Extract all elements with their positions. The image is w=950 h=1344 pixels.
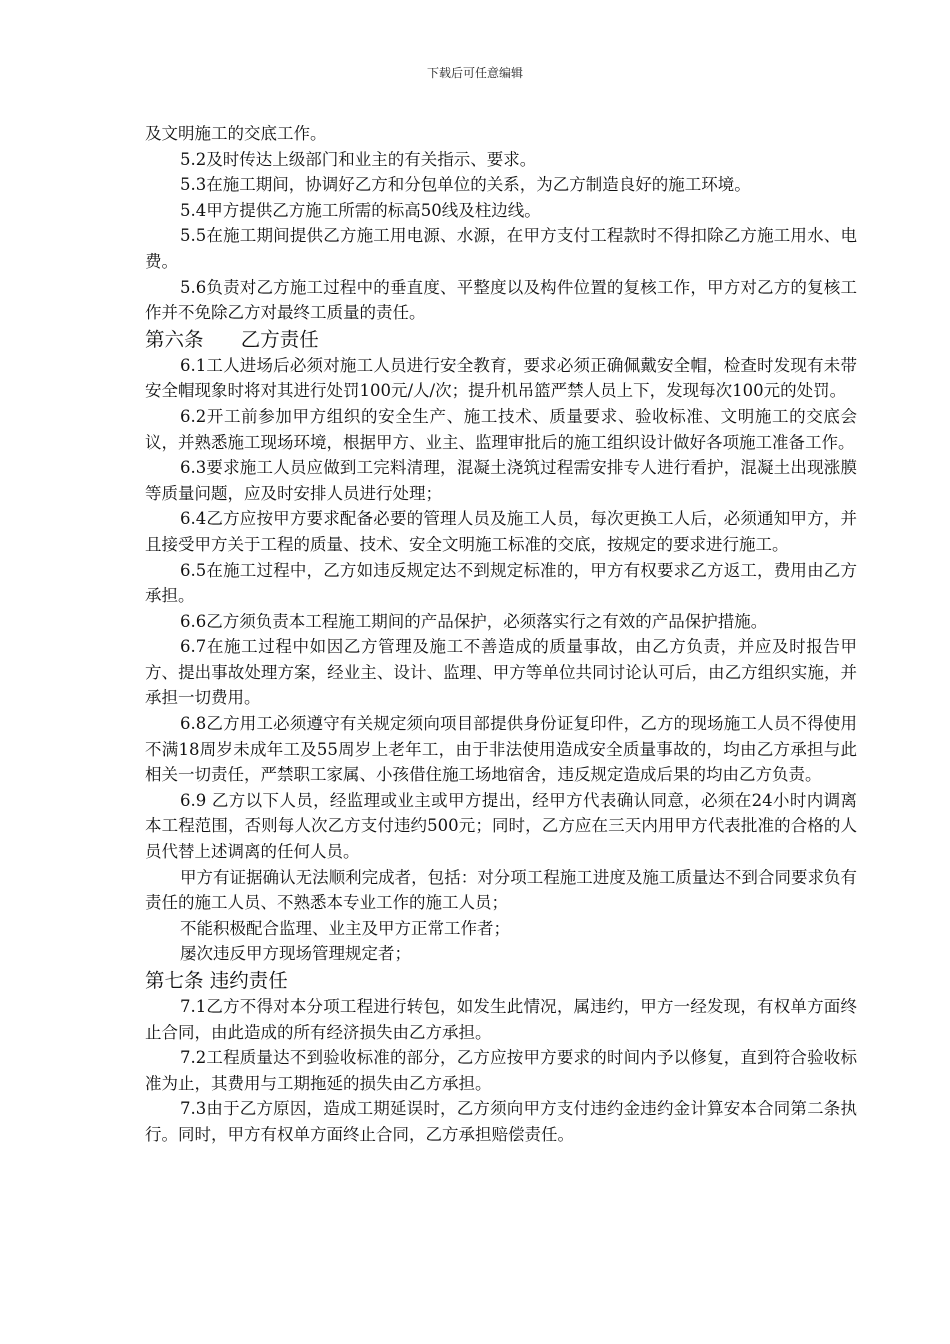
clause-7-1: 7.1乙方不得对本分项工程进行转包，如发生此情况，属违约，甲方一经发现，有权单方面终止合同，由此造成的所有经济损失由乙方承担。 xyxy=(145,997,857,1042)
clause-7-2: 7.2工程质量达不到验收标准的部分，乙方应按甲方要求的时间内予以修复，直到符合验收标准为止，其费用与工期拖延的损失由乙方承担。 xyxy=(145,1048,857,1093)
clause-5-6: 5.6负责对乙方施工过程中的垂直度、平整度以及构件位置的复核工作，甲方对乙方的复核工作并不免除乙方对最终工质量的责任。 xyxy=(145,277,857,323)
page-header-note: 下载后可任意编辑 xyxy=(426,66,523,80)
clause-6-8: 6.8乙方用工必须遵守有关规定须向项目部提供身份证复印件，乙方的现场施工人员不得使用不满18周岁未成年工及55周岁上老年工，由于非法使用造成安全质量事故的，均由乙方承担与此相关一切责任，严禁职工家属、小孩借住施工场地宿舍，违反规定造成后果的均由乙方负责。 xyxy=(145,714,857,785)
article-6-heading: 第六条 乙方责任 xyxy=(145,327,319,351)
paragraph: 屡次违反甲方现场管理规定者； xyxy=(180,944,411,964)
clause-5-4: 5.4甲方提供乙方施工所需的标高50线及柱边线。 xyxy=(180,200,541,220)
clause-6-2: 6.2开工前参加甲方组织的安全生产、施工技术、质量要求、验收标准、文明施工的交底会议，并熟悉施工现场环境，根据甲方、业主、监理审批后的施工组织设计做好各项施工准备工作。 xyxy=(145,406,857,452)
clause-6-5: 6.5在施工过程中，乙方如违反规定达不到规定标准的，甲方有权要求乙方返工，费用由乙方承担。 xyxy=(145,560,857,606)
clause-6-7: 6.7在施工过程中如因乙方管理及施工不善造成的质量事故，由乙方负责，并应及时报告甲方、提出事故处理方案，经业主、设计、监理、甲方等单位共同讨论认可后，由乙方组织实施，并承担一切费用。 xyxy=(145,637,857,708)
clause-6-6: 6.6乙方须负责本工程施工期间的产品保护，必须落实行之有效的产品保护措施。 xyxy=(180,611,768,631)
clause-5-2: 5.2及时传达上级部门和业主的有关指示、要求。 xyxy=(180,149,537,169)
paragraph: 不能积极配合监理、业主及甲方正常工作者； xyxy=(180,918,510,938)
clause-5-3: 5.3在施工期间，协调好乙方和分包单位的关系，为乙方制造良好的施工环境。 xyxy=(180,175,751,195)
article-7-heading: 第七条 违约责任 xyxy=(145,969,288,992)
clause-5-5: 5.5在施工期间提供乙方施工用电源、水源，在甲方支付工程款时不得扣除乙方施工用水、电费。 xyxy=(145,226,857,271)
clause-7-3: 7.3由于乙方原因，造成工期延误时，乙方须向甲方支付违约金违约金计算安本合同第二条执行。同时，甲方有权单方面终止合同，乙方承担赔偿责任。 xyxy=(145,1099,857,1144)
paragraph: 甲方有证据确认无法顺利完成者，包括：对分项工程施工进度及施工质量达不到合同要求负有责任的施工人员、不熟悉本专业工作的施工人员； xyxy=(145,867,857,913)
document-body xyxy=(145,121,857,1148)
paragraph: 及文明施工的交底工作。 xyxy=(145,124,327,143)
clause-6-4: 6.4乙方应按甲方要求配备必要的管理人员及施工人员，每次更换工人后，必须通知甲方，并且接受甲方关于工程的质量、技术、安全文明施工标准的交底，按规定的要求进行施工。 xyxy=(145,509,857,554)
clause-6-1: 6.1工人进场后必须对施工人员进行安全教育，要求必须正确佩戴安全帽，检查时发现有未带安全帽现象时将对其进行处罚100元/人/次；提升机吊篮严禁人员上下，发现每次100元的处罚。 xyxy=(145,355,857,401)
clause-6-9: 6.9 乙方以下人员，经监理或业主或甲方提出，经甲方代表确认同意，必须在24小时内调离本工程范围，否则每人次乙方支付违约500元；同时，乙方应在三天内用甲方代表批准的合格的人员代替上述调离的任何人员。 xyxy=(145,790,857,862)
clause-6-3: 6.3要求施工人员应做到工完料清理，混凝土浇筑过程需安排专人进行看护，混凝土出现涨膜等质量问题，应及时安排人员进行处理； xyxy=(145,458,857,503)
